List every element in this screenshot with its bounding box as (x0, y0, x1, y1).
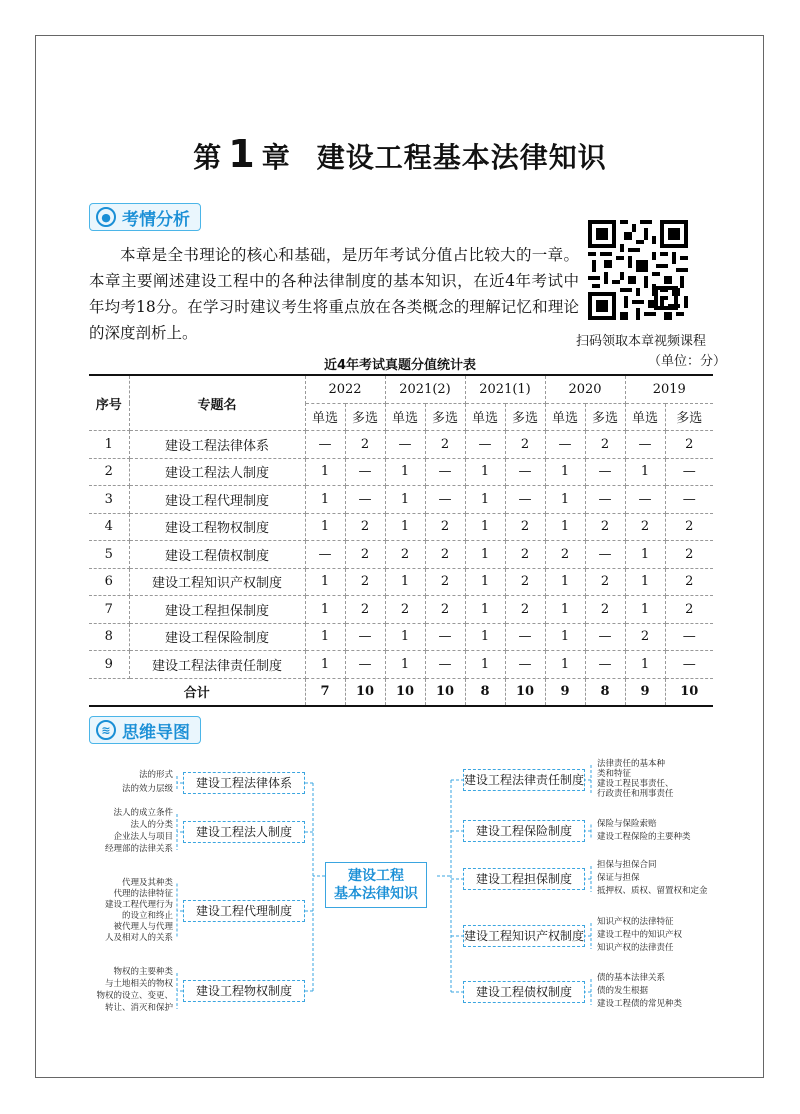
header-multi: 多选 (345, 403, 385, 431)
total-cell: 7 (305, 678, 345, 706)
score-cell: 1 (305, 596, 345, 624)
score-cell: 1 (545, 486, 585, 514)
score-cell: — (425, 486, 465, 514)
mind-map-node: 建设工程物权制度 (183, 980, 305, 1002)
analysis-paragraph: 本章是全书理论的核心和基础，是历年考试分值占比较大的一章。本章主要阐述建设工程中的各种法律制度的基本知识，在近4年考试中年均考18分。在学习时建议考生将重点放在各类概念的理解记忆和理论的深度剖析上。 (89, 246, 579, 342)
row-topic: 建设工程法律体系 (129, 431, 305, 459)
total-cell: 10 (425, 678, 465, 706)
mind-map-leaf: 债的发生根据 (597, 986, 649, 996)
qr-code-icon[interactable] (588, 220, 688, 320)
header-year: 2020 (545, 375, 625, 403)
score-cell: 1 (385, 458, 425, 486)
score-cell: 1 (545, 596, 585, 624)
mind-map-leaf: 代理及其种类 (121, 877, 173, 888)
total-cell: 9 (545, 678, 585, 706)
header-single: 单选 (465, 403, 505, 431)
score-cell: 1 (305, 513, 345, 541)
person-icon: ● (96, 207, 116, 227)
score-cell: — (305, 431, 345, 459)
mind-map-leaf: 债的基本法律关系 (597, 973, 666, 983)
score-cell: 1 (465, 513, 505, 541)
analysis-heading: ● 考情分析 (89, 203, 201, 231)
score-cell: 2 (625, 513, 665, 541)
header-single: 单选 (545, 403, 585, 431)
score-cell: 2 (385, 541, 425, 569)
header-multi: 多选 (665, 403, 713, 431)
score-cell: — (585, 458, 625, 486)
score-cell: 1 (305, 486, 345, 514)
table-row (89, 568, 713, 596)
score-cell: 1 (465, 541, 505, 569)
header-index: 序号 (89, 375, 129, 431)
mind-map-leaf: 保证与担保 (597, 873, 640, 883)
score-cell: — (425, 623, 465, 651)
score-cell: 1 (465, 568, 505, 596)
mind-map-node: 建设工程担保制度 (463, 868, 585, 890)
mindmap-heading: ≋ 思维导图 (89, 716, 201, 744)
total-cell: 10 (505, 678, 545, 706)
score-cell: 1 (465, 486, 505, 514)
score-cell: 2 (425, 568, 465, 596)
score-cell: 2 (345, 568, 385, 596)
mind-map-leaf: 法的形式 (138, 770, 173, 780)
table-row (89, 431, 713, 459)
score-cell: 1 (465, 623, 505, 651)
mind-map-leaf: 与土地相关的物权 (104, 979, 173, 989)
score-cell: 2 (585, 596, 625, 624)
score-cell: 2 (425, 431, 465, 459)
wifi-icon: ≋ (96, 720, 116, 740)
table-row (89, 541, 713, 569)
mind-map-leaf: 法律责任的基本种 (597, 759, 666, 769)
row-index: 3 (89, 486, 129, 514)
score-cell: 2 (505, 541, 545, 569)
table-row (89, 458, 713, 486)
mind-map-leaf: 建设工程保险的主要种类 (597, 831, 691, 842)
row-index: 6 (89, 568, 129, 596)
score-cell: — (585, 541, 625, 569)
score-cell: — (345, 651, 385, 679)
score-cell: 2 (625, 623, 665, 651)
score-cell: 1 (545, 513, 585, 541)
total-cell: 10 (665, 678, 713, 706)
mind-map-leaf: 建设工程代理行为 (104, 899, 173, 910)
mind-map-leaf: 担保与担保合同 (597, 860, 657, 870)
header-single: 单选 (625, 403, 665, 431)
mind-map-leaf: 知识产权的法律特征 (597, 917, 674, 927)
score-cell: — (465, 431, 505, 459)
mind-map-node: 建设工程知识产权制度 (463, 925, 585, 947)
score-cell: 2 (665, 513, 713, 541)
row-topic: 建设工程知识产权制度 (129, 568, 305, 596)
header-multi: 多选 (585, 403, 625, 431)
score-cell: — (345, 486, 385, 514)
mind-map-leaf: 法的效力层级 (121, 784, 173, 794)
score-cell: 2 (665, 541, 713, 569)
score-cell: 2 (505, 596, 545, 624)
score-cell: 1 (305, 458, 345, 486)
mind-map-leaf: 抵押权、质权、留置权和定金 (597, 886, 708, 896)
score-cell: 1 (625, 541, 665, 569)
total-cell: 9 (625, 678, 665, 706)
mind-map-leaf: 的设立和终止 (121, 910, 173, 921)
total-row (89, 678, 713, 706)
row-topic: 建设工程担保制度 (129, 596, 305, 624)
score-cell: 2 (425, 596, 465, 624)
score-cell: — (505, 623, 545, 651)
total-cell: 10 (385, 678, 425, 706)
score-cell: 2 (665, 431, 713, 459)
mind-map (89, 748, 713, 1038)
score-cell: 1 (385, 513, 425, 541)
qr-caption: 扫码领取本章视频课程 (575, 334, 706, 349)
total-label: 合计 (89, 678, 305, 706)
row-index: 8 (89, 623, 129, 651)
score-cell: 2 (345, 431, 385, 459)
score-cell: — (305, 541, 345, 569)
mind-map-leaf: 物权的设立、变更、 (96, 991, 173, 1001)
score-cell: — (505, 651, 545, 679)
row-topic: 建设工程法律责任制度 (129, 651, 305, 679)
score-cell: 2 (385, 596, 425, 624)
score-cell: — (625, 486, 665, 514)
header-multi: 多选 (505, 403, 545, 431)
header-year: 2021(2) (385, 375, 465, 403)
score-cell: 1 (385, 568, 425, 596)
score-cell: — (665, 486, 713, 514)
header-single: 单选 (305, 403, 345, 431)
score-cell: — (665, 651, 713, 679)
row-index: 5 (89, 541, 129, 569)
score-cell: 1 (385, 651, 425, 679)
table-unit: （单位：分） (648, 354, 727, 369)
score-cell: 2 (665, 596, 713, 624)
score-cell: — (425, 651, 465, 679)
row-topic: 建设工程债权制度 (129, 541, 305, 569)
row-index: 4 (89, 513, 129, 541)
score-cell: 1 (625, 458, 665, 486)
chapter-title: 第 1 章 建设工程基本法律知识 (193, 132, 607, 176)
row-topic: 建设工程代理制度 (129, 486, 305, 514)
score-cell: 1 (625, 651, 665, 679)
mind-map-node: 建设工程保险制度 (463, 820, 585, 842)
score-cell: — (665, 458, 713, 486)
row-index: 7 (89, 596, 129, 624)
score-cell: 1 (305, 568, 345, 596)
header-multi: 多选 (425, 403, 465, 431)
header-year: 2022 (305, 375, 385, 403)
score-table (89, 374, 713, 707)
score-cell: 2 (585, 431, 625, 459)
score-cell: — (345, 623, 385, 651)
score-cell: 1 (305, 623, 345, 651)
score-cell: 1 (545, 651, 585, 679)
score-cell: 2 (425, 541, 465, 569)
score-cell: — (625, 431, 665, 459)
mind-map-leaf: 建设工程民事责任、 (597, 779, 674, 789)
score-cell: 2 (585, 513, 625, 541)
score-cell: 1 (545, 458, 585, 486)
mind-map-leaf: 被代理人与代理 (113, 921, 173, 932)
mind-map-node: 建设工程债权制度 (463, 981, 585, 1003)
mind-map-node: 建设工程代理制度 (183, 900, 305, 922)
mind-map-leaf: 类和特征 (597, 769, 632, 779)
score-cell: — (345, 458, 385, 486)
score-cell: 2 (505, 568, 545, 596)
table-row (89, 623, 713, 651)
table-row (89, 486, 713, 514)
score-cell: — (585, 651, 625, 679)
mind-map-leaf: 行政责任和刑事责任 (597, 789, 674, 799)
score-cell: 1 (465, 596, 505, 624)
score-cell: 1 (305, 651, 345, 679)
score-cell: 2 (665, 568, 713, 596)
table-row (89, 651, 713, 679)
row-index: 2 (89, 458, 129, 486)
row-index: 1 (89, 431, 129, 459)
score-cell: 1 (625, 568, 665, 596)
mind-map-center: 建设工程 基本法律知识 (325, 862, 427, 908)
score-cell: 1 (385, 623, 425, 651)
score-cell: — (545, 431, 585, 459)
row-index: 9 (89, 651, 129, 679)
score-cell: — (425, 458, 465, 486)
score-cell: 1 (465, 458, 505, 486)
mind-map-leaf: 建设工程债的常见种类 (597, 999, 683, 1009)
mind-map-leaf: 法人的成立条件 (113, 808, 173, 818)
score-cell: 2 (425, 513, 465, 541)
header-year: 2021(1) (465, 375, 545, 403)
score-cell: — (505, 486, 545, 514)
score-cell: 2 (545, 541, 585, 569)
mind-map-leaf: 保险与保险索赔 (597, 818, 657, 829)
mind-map-leaf: 转让、消灭和保护 (104, 1003, 173, 1013)
mind-map-node: 建设工程法律责任制度 (463, 769, 585, 791)
total-cell: 8 (585, 678, 625, 706)
score-cell: 2 (345, 513, 385, 541)
table-row (89, 513, 713, 541)
mind-map-leaf: 法人的分类 (130, 820, 173, 830)
score-cell: 2 (505, 431, 545, 459)
total-cell: 8 (465, 678, 505, 706)
score-cell: 1 (385, 486, 425, 514)
score-cell: — (505, 458, 545, 486)
mind-map-leaf: 建设工程中的知识产权 (597, 930, 683, 940)
total-cell: 10 (345, 678, 385, 706)
row-topic: 建设工程保险制度 (129, 623, 305, 651)
table-row (89, 596, 713, 624)
mind-map-leaf: 代理的法律特征 (113, 888, 173, 899)
score-cell: — (385, 431, 425, 459)
row-topic: 建设工程物权制度 (129, 513, 305, 541)
score-cell: — (665, 623, 713, 651)
mind-map-leaf: 企业法人与项目 (113, 832, 173, 842)
score-cell: — (585, 623, 625, 651)
header-topic: 专题名 (129, 375, 305, 431)
mind-map-node: 建设工程法人制度 (183, 821, 305, 843)
score-cell: 2 (585, 568, 625, 596)
score-cell: 2 (345, 596, 385, 624)
row-topic: 建设工程法人制度 (129, 458, 305, 486)
score-cell: 1 (465, 651, 505, 679)
table-title: 近4年考试真题分值统计表 (323, 358, 477, 373)
score-cell: — (585, 486, 625, 514)
score-cell: 1 (545, 623, 585, 651)
header-year: 2019 (625, 375, 713, 403)
score-cell: 2 (345, 541, 385, 569)
score-cell: 2 (505, 513, 545, 541)
mind-map-leaf: 知识产权的法律责任 (597, 943, 674, 953)
score-cell: 1 (625, 596, 665, 624)
mind-map-leaf: 人及相对人的关系 (104, 932, 173, 943)
mind-map-leaf: 经理部的法律关系 (104, 844, 173, 854)
mind-map-leaf: 物权的主要种类 (113, 967, 173, 977)
mind-map-node: 建设工程法律体系 (183, 772, 305, 794)
header-single: 单选 (385, 403, 425, 431)
score-cell: 1 (545, 568, 585, 596)
